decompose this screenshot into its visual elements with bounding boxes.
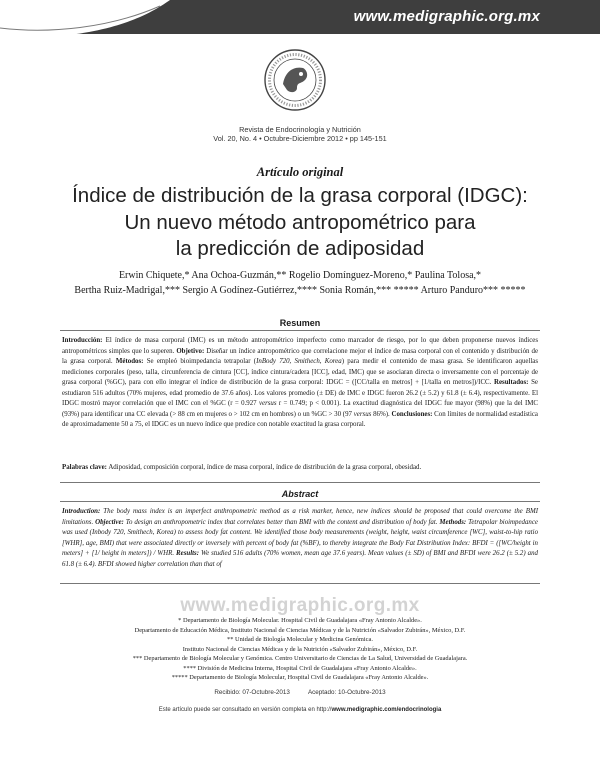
divider <box>60 330 540 331</box>
article-title <box>30 183 570 263</box>
keywords-text: Adiposidad, composición corporal, índice de masa corporal, índice de distribución de la grasa corporal, obesidad. <box>106 464 422 471</box>
resumen-resultados-3: 86%). <box>371 410 392 418</box>
resumen-resultados: Se estudiaron 516 adultos (70% mujeres, edad promedio de 37.6 años). Los valores promedio (± DE) de IMC e IDGC fueron 26.2 (± 5.2) y 61.8 (± 6.4), respectivamente. El IDGC mostró mayor correlación que el IMC con el %GC (r = 0.927 <box>62 379 538 408</box>
received-date: Recibido: 07-Octubre-2013 <box>214 689 290 696</box>
resumen-metodos-2: ) para medir el contenido de masa grasa. Se identificaron aquellas mediciones corporales (peso, talla, circunferencia de cintura [CC], índice cintura/cadera [ICC], edad, IMC) que se asociaran directa o inversamente con el porcentaje de grasa corporal (%GC), para con ello integrar el índice de distribución de la grasa corporal: IDGC = ([CC/talla en metros] + [1/talla en metros])/ICC. <box>62 358 539 387</box>
watermark-url: www.medigraphic.org.mx <box>180 595 420 616</box>
label-objective: Objective: <box>95 518 124 526</box>
title-line-1: Índice de distribución de la grasa corporal (IDGC): <box>72 184 528 207</box>
abstract-device: Inbody 720, Smithech, Korea <box>91 529 174 537</box>
affiliation-line: **** División de Medicina Interna, Hospital Civil de Guadalajara «Fray Antonio Alcalde». <box>183 664 417 672</box>
author-list <box>40 268 560 298</box>
abstract-intro: The body mass index is an imperfect anthropometric method as a risk marker, hence, new indices should be proposed that could overcome the BMI limitations. <box>62 508 538 526</box>
abstract-paragraph <box>62 507 538 570</box>
affiliation-line: ***** Departamento de Biología Molecular, Hospital Civil de Guadalajara «Fray Antonio Alcalde». <box>171 674 429 681</box>
resumen-versus-1: versus <box>258 400 277 408</box>
affiliation-line: Departamento de Educación Médica, Instituto Nacional de Ciencias Médicas y de la Nutrición «Salvador Zubirán», México, D.F. <box>134 626 466 634</box>
label-results: Results: <box>176 550 200 558</box>
journal-seal-logo <box>263 48 327 112</box>
affiliations <box>40 616 560 683</box>
abstract-heading: Abstract <box>281 489 319 499</box>
resumen-paragraph <box>62 336 538 431</box>
affiliation-line: Instituto Nacional de Ciencias Médicas y de la Nutrición «Salvador Zubirán», México, D.F. <box>182 645 418 653</box>
title-line-2: Un nuevo método antropométrico para <box>124 210 476 234</box>
label-resultados: Resultados: <box>494 379 529 387</box>
label-metodos: Métodos: <box>115 358 144 366</box>
label-introduction: Introduction: <box>62 508 101 515</box>
authors-line-2: Bertha Ruiz-Madrigal,*** Sergio A Godínez-Gutiérrez,**** Sonia Román,*** ***** Arturo Panduro*** ***** <box>74 285 526 296</box>
abstract-methods: Tetrapolar bioimpedance was used ( <box>62 518 538 537</box>
label-methods: Methods: <box>439 518 467 526</box>
abstract-results: We studied 516 adults (70% women, mean age 37.6 years). Mean values (± SD) of BMI and BFDI were 26.2 (± 5.2) and 61.8 (± 6.4). BFDI showed higher correlation than that of <box>62 550 538 568</box>
journal-issue: Vol. 20, No. 4 • Octubre-Diciembre 2012 • pp 145-151 <box>213 134 387 143</box>
journal-name: Revista de Endocrinología y Nutrición <box>239 125 361 134</box>
divider <box>60 583 540 584</box>
abstract-methods-2: ) to assess body fat content. We identified those body measurements (weight, height, waist circumference [WC], waist-to-hip ratio [WHR], age, BMI) that were associated directly or inversely with percent of body fat (%BF), to thereby integrate the Body Fat Distribution Index: BFDI = ([WC/height in meters] + [1/ height in meters]) / WHR. <box>62 529 539 558</box>
resumen-device: InBody 720, Smithech, Korea <box>256 358 342 366</box>
resumen-metodos: Se empleó bioimpedancia tetrapolar ( <box>143 358 257 366</box>
authors-line-1: Erwin Chiquete,* Ana Ochoa-Guzmán,** Rogelio Domínguez-Moreno,* Paulina Tolosa,* <box>118 270 482 281</box>
resumen-heading: Resumen <box>279 318 321 328</box>
banner-url-link[interactable]: www.medigraphic.org.mx <box>353 8 540 25</box>
label-conclusiones: Conclusiones: <box>391 410 433 418</box>
footer-text: Este artículo puede ser consultado en versión completa en http:// <box>158 707 332 713</box>
keywords-paragraph <box>62 463 538 474</box>
affiliation-line: ** Unidad de Biología Molecular y Medicina Genómica. <box>227 636 373 643</box>
resumen-conclusiones: Con límites de normalidad estadística de aproximadamente 50 a 75, el IDGC es un nuevo índice que predice con notable exactitud la grasa corporal. <box>62 410 538 429</box>
resumen-intro: El índice de masa corporal (IMC) es un método antropométrico imperfecto como marcador de riesgo, por lo que deben proponerse nuevos índices antropométricos simples que lo superen. <box>62 337 538 355</box>
footer-link[interactable]: www.medigraphic.com/endocrinologia <box>331 707 442 713</box>
accepted-date: Aceptado: 10-Octubre-2013 <box>307 689 386 696</box>
title-line-3: la predicción de adiposidad <box>175 237 425 260</box>
label-introduccion: Introducción: <box>62 337 103 344</box>
divider <box>60 482 540 483</box>
resumen-resultados-2: r = 0.749; p < 0.001). La exactitud diagnóstica del IDGC fue mayor (98%) que la del IMC (93%) para identificar una CC elevada (> 88 cm en mujeres o > 102 cm en hombres) o un %GC > 30 (97 <box>62 400 538 418</box>
keywords-label: Palabras clave: <box>62 464 107 471</box>
received-dates <box>0 689 600 696</box>
top-banner <box>0 0 600 38</box>
section-label: Artículo original <box>256 165 344 179</box>
resumen-versus-2: versus <box>353 410 372 418</box>
label-objetivo: Objetivo: <box>176 347 205 355</box>
divider <box>60 501 540 502</box>
affiliation-line: *** Departamento de Biología Molecular y Genómica. Centro Universitario de Ciencias de La Salud, Universidad de Guadalajara. <box>132 655 468 662</box>
resumen-objetivo: Diseñar un índice antropométrico que correlacione mejor el índice de masa corporal con el contenido y distribución de la grasa corporal. <box>62 347 539 366</box>
abstract-objective: To design an anthropometric index that correlates better than BMI with the content and distribution of body fat. <box>123 518 440 526</box>
footer-note <box>0 707 600 713</box>
affiliation-line: * Departamento de Biología Molecular. Hospital Civil de Guadalajara «Fray Antonio Alcalde». <box>178 617 422 624</box>
